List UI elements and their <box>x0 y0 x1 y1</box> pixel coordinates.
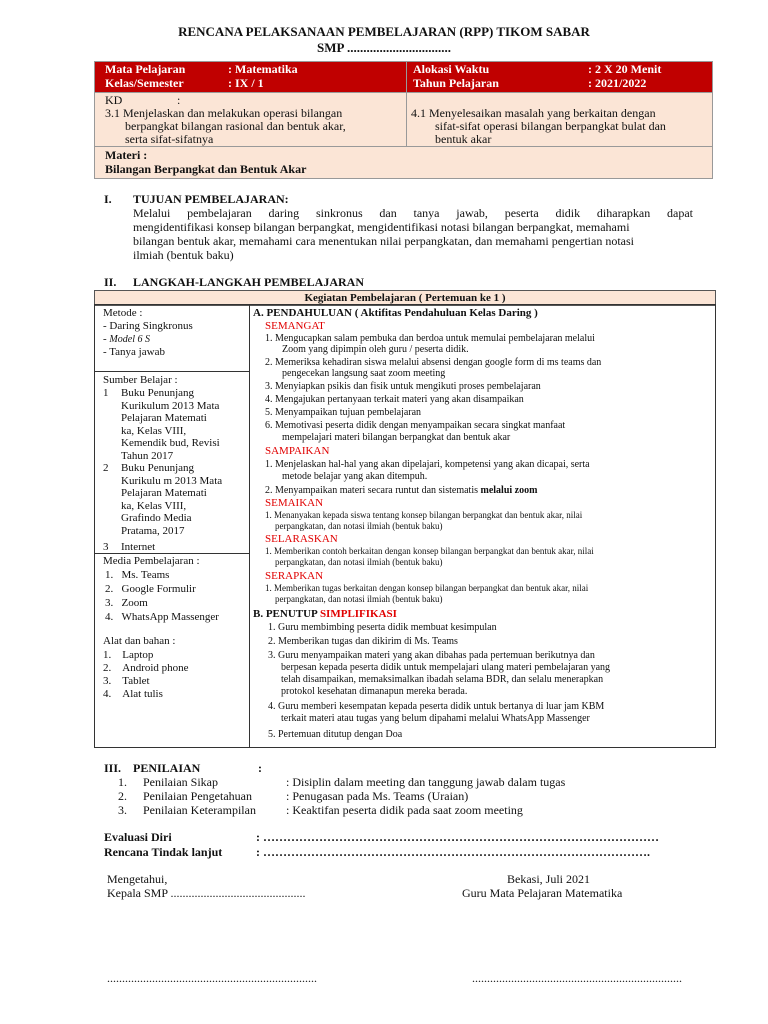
penutup-item-5: 5. Pertemuan ditutup dengan Doa <box>268 729 403 740</box>
sampaikan-item-2: 2. Menyampaikan materi secara runtut dan sistematis melalui zoom <box>265 485 538 496</box>
penutup-item-1: 1. Guru membimbing peserta didik membuat kesimpulan <box>268 622 497 633</box>
penilaian-num-2: 2. <box>118 789 127 803</box>
sumber-item-2: Buku Penunjang Kurikulu m 2013 Mata Pelajaran Matemati ka, Kelas VIII, Grafindo Media Pratama, 2017 <box>121 462 223 537</box>
tujuan-line4: ilmiah (bentuk baku) <box>133 248 234 262</box>
penilaian-heading-num: III. <box>104 761 122 775</box>
semangat-item-5: 5. Menyampaikan tujuan pembelajaran <box>265 407 422 418</box>
alokasi-label: Alokasi Waktu <box>413 62 490 76</box>
semangat-item-6b: mempelajari materi bilangan berpangkat dan bentuk akar <box>282 432 511 443</box>
langkah-heading-num: II. <box>104 275 117 289</box>
selaraskan-item-1b: perpangkatan, dan notasi ilmiah (bentuk baku) <box>275 557 443 567</box>
metode-label: Metode : <box>103 307 143 319</box>
tahun-label: Tahun Pelajaran <box>413 76 499 90</box>
serapkan-item-1a: 1. Memberikan tugas berkaitan dengan konsep bilangan berpangkat dan bentuk akar, nilai <box>265 583 589 593</box>
kd-section <box>94 92 713 147</box>
sumber-num-1: 1 <box>103 387 109 399</box>
document-subtitle: SMP ................................ <box>317 40 451 55</box>
semangat-heading: SEMANGAT <box>265 320 325 332</box>
metode-item-3: - Tanya jawab <box>103 346 165 358</box>
semaikan-heading: SEMAIKAN <box>265 497 324 509</box>
selaraskan-item-1a: 1. Memberikan contoh berkaitan dengan konsep bilangan berpangkat dan bentuk akar, nilai <box>265 546 594 556</box>
sumber-item-3: Internet <box>121 541 156 553</box>
left-divider-1 <box>95 371 249 372</box>
tujuan-heading: TUJUAN PEMBELAJARAN: <box>133 192 289 206</box>
penutup-item-4a: 4. Guru memberi kesempatan kepada peserta didik untuk bertanya di luar jam KBM <box>268 701 605 712</box>
alat-item-2: 2. Android phone <box>103 662 189 674</box>
sumber-num-3: 3 <box>103 541 109 553</box>
serapkan-item-1b: perpangkatan, dan notasi ilmiah (bentuk baku) <box>275 594 443 604</box>
kd-right-line1: 4.1 Menyelesaikan masalah yang berkaitan dengan <box>411 106 656 120</box>
penilaian-num-3: 3. <box>118 803 127 817</box>
semaikan-item-1a: 1. Menanyakan kepada siswa tentang konsep bilangan berpangkat dan bentuk akar, nilai <box>265 510 583 520</box>
semangat-item-3: 3. Menyiapkan psikis dan fisik untuk mengikuti proses pembelajaran <box>265 381 541 392</box>
sign-left-name-line: ...................................................................... <box>107 971 317 985</box>
kd-label: KD <box>105 93 123 107</box>
penutup-item-2: 2. Memberikan tugas dan dikirim di Ms. Teams <box>268 636 458 647</box>
sign-left-line2: Kepala SMP ............................................. <box>107 886 306 900</box>
penilaian-label-3: Penilaian Keterampilan <box>143 803 256 817</box>
penutup-item-3b: berpesan kepada peserta didik untuk mempelajari ulang materi pembelajaran yang <box>281 662 611 673</box>
kd-divider <box>406 93 407 146</box>
sign-right-line1: Bekasi, Juli 2021 <box>507 872 590 886</box>
penutup-item-3a: 3. Guru menyampaikan materi yang akan dibahas pada pertemuan berikutnya dan <box>268 650 595 661</box>
penilaian-value-2: : Penugasan pada Ms. Teams (Uraian) <box>286 789 469 803</box>
sumber-item-1: Buku Penunjang Kurikulum 2013 Mata Pelajaran Matemati ka, Kelas VIII, Kemendik bud, Revisi Tahun 2017 <box>121 387 220 462</box>
alat-item-4: 4. Alat tulis <box>103 688 163 700</box>
materi-section <box>94 146 713 179</box>
sampaikan-heading: SAMPAIKAN <box>265 445 330 457</box>
evaluasi-label: Evaluasi Diri <box>104 830 172 844</box>
mapel-value: : Matematika <box>228 62 298 76</box>
penilaian-value-3: : Keaktifan peserta didik pada saat zoom meeting <box>286 803 523 817</box>
semangat-item-6a: 6. Memotivasi peserta didik dengan menyampaikan secara singkat manfaat <box>265 420 566 431</box>
penutup-heading: B. PENUTUP SIMPLIFIKASI <box>253 608 397 620</box>
serapkan-heading: SERAPKAN <box>265 570 324 582</box>
kd-right-line2: sifat-sifat operasi bilangan berpangkat bulat dan <box>435 119 666 133</box>
kd-colon: : <box>177 93 181 107</box>
penutup-item-4b: terkait materi atau tugas yang belum dipahami melalui WhatsApp Massenger <box>281 713 590 724</box>
alat-label: Alat dan bahan : <box>103 635 176 647</box>
sign-right-line2: Guru Mata Pelajaran Matematika <box>462 886 623 900</box>
semangat-item-2a: 2. Memeriksa kehadiran siswa melalui absensi dengan google form di ms teams dan <box>265 357 602 368</box>
kelas-value: : IX / 1 <box>228 76 264 90</box>
penutup-item-3d: protokol kesehatan dimanapun mereka berada. <box>281 686 468 697</box>
selaraskan-heading: SELARASKAN <box>265 533 338 545</box>
penilaian-value-1: : Disiplin dalam meeting dan tanggung jawab dalam tugas <box>286 775 566 789</box>
kd-left-line1: 3.1 Menjelaskan dan melakukan operasi bilangan <box>105 106 343 120</box>
pendahuluan-heading: A. PENDAHULUAN ( Aktifitas Pendahuluan Kelas Daring ) <box>253 307 538 319</box>
sumber-num-2: 2 <box>103 462 109 474</box>
media-label: Media Pembelajaran : <box>103 555 200 567</box>
penilaian-label-1: Penilaian Sikap <box>143 775 218 789</box>
penilaian-label-2: Penilaian Pengetahuan <box>143 789 252 803</box>
tujuan-heading-num: I. <box>104 192 112 206</box>
semangat-item-2b: pengecekan langsung saat zoom meeting <box>282 368 446 379</box>
semangat-item-1a: 1. Mengucapkan salam pembuka dan berdoa untuk memulai pembelajaran melalui <box>265 333 595 344</box>
tujuan-line1: Melalui pembelajaran daring sinkronus dan tanya jawab, peserta didik diharapkan dapat <box>133 206 693 220</box>
materi-label: Materi : <box>105 148 148 162</box>
penilaian-heading: PENILAIAN <box>133 761 201 775</box>
alat-item-1: 1. Laptop <box>103 649 154 661</box>
sign-right-name-line: ...................................................................... <box>472 971 682 985</box>
semaikan-item-1b: perpangkatan, dan notasi ilmiah (bentuk baku) <box>275 521 443 531</box>
kd-left-line3: serta sifat-sifatnya <box>125 132 214 146</box>
evaluasi-dots: : ……………………………………………………………………………………… <box>256 831 659 844</box>
left-divider-2 <box>95 553 249 554</box>
rtl-dots: : ……………………………………………………………………………………. <box>256 846 650 859</box>
langkah-heading: LANGKAH-LANGKAH PEMBELAJARAN <box>133 275 365 289</box>
alokasi-value: : 2 X 20 Menit <box>588 62 662 76</box>
identity-divider <box>406 62 407 92</box>
tujuan-line3: bilangan bentuk akar, memahami cara menentukan nilai perpangkatan, dan memahami pengertian notasi <box>133 234 634 248</box>
media-item-4: 4. WhatsApp Massenger <box>105 611 219 623</box>
alat-item-3: 3. Tablet <box>103 675 150 687</box>
semangat-item-1b: Zoom yang dipimpin oleh guru / peserta didik. <box>282 344 469 355</box>
langkah-table <box>94 304 716 748</box>
identity-header <box>94 61 713 93</box>
tujuan-line2: mengidentifikasi konsep bilangan berpangkat, mengidentifikasi notasi bilangan berpangkat, memahami <box>133 220 630 234</box>
sign-left-line1: Mengetahui, <box>107 872 168 886</box>
document-title: RENCANA PELAKSANAAN PEMBELAJARAN (RPP) TIKOM SABAR <box>178 24 590 39</box>
metode-item-2: - Model 6 S <box>103 333 150 345</box>
kegiatan-title: Kegiatan Pembelajaran ( Pertemuan ke 1 ) <box>304 292 506 304</box>
penilaian-num-1: 1. <box>118 775 127 789</box>
media-item-1: 1. Ms. Teams <box>105 569 170 581</box>
kd-left-line2: berpangkat bilangan rasional dan bentuk akar, <box>125 119 346 133</box>
penutup-item-3c: telah disampaikan, memaksimalkan ibadah selama BDR, dan selalu menerapkan <box>281 674 604 685</box>
metode-item-1: - Daring Singkronus <box>103 320 193 332</box>
mapel-label: Mata Pelajaran <box>105 62 186 76</box>
rtl-label: Rencana Tindak lanjut <box>104 845 223 859</box>
column-divider <box>249 305 250 747</box>
tahun-value: : 2021/2022 <box>588 76 647 90</box>
sumber-label: Sumber Belajar : <box>103 374 178 386</box>
media-item-3: 3. Zoom <box>105 597 148 609</box>
media-item-2: 2. Google Formulir <box>105 583 196 595</box>
sampaikan-item-1b: metode belajar yang akan ditempuh. <box>282 471 428 482</box>
semangat-item-4: 4. Mengajukan pertanyaan terkait materi yang akan disampaikan <box>265 394 524 405</box>
penilaian-colon: : <box>258 761 262 775</box>
sampaikan-item-1a: 1. Menjelaskan hal-hal yang akan dipelajari, kompetensi yang akan dicapai, serta <box>265 459 590 470</box>
kelas-label: Kelas/Semester <box>105 76 184 90</box>
materi-value: Bilangan Berpangkat dan Bentuk Akar <box>105 162 307 176</box>
kd-right-line3: bentuk akar <box>435 132 492 146</box>
